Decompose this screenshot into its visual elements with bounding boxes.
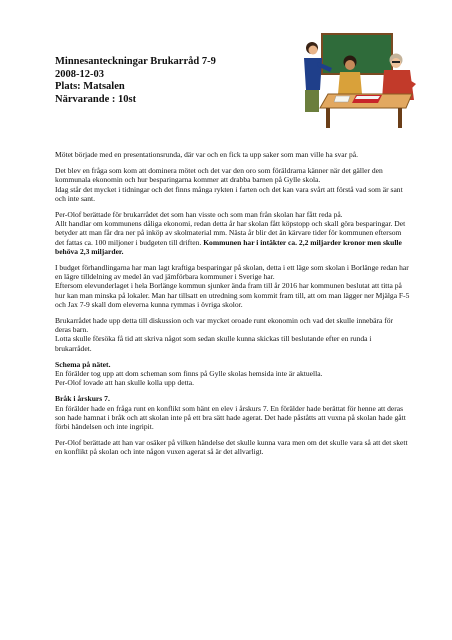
- paragraph-budget-negotiation: I budget förhandlingarna har man lagt kraftiga besparingar på skolan, detta i ett läge som skolan i Borlänge redan har en lägre tilldelning av medel än vad jämförbara kommuner i Sverige har.: [55, 263, 409, 282]
- paragraph-intro: Mötet började med en presentationsrunda, där var och en fick ta upp saker som man ville ha svar på.: [55, 150, 359, 159]
- paragraph-school-closures: Eftersom elevunderlaget i hela Borlänge kommun sjunker ända fram till år 2016 har kommunen beslutat att titta på hur kan man minska på lokaler. Man har tillsatt en utredning som kommit fram till, att om man lägger ner Mjälga F-5 och Jax 7-9 skall dom eleverna kunna rymmas i övriga skolor.: [55, 281, 410, 309]
- heading-conflict: Bråk i årskurs 7.: [55, 394, 110, 404]
- paragraph-schedule-followup: Per-Olof lovade att han skulle kolla upp detta.: [55, 378, 195, 388]
- meeting-date: 2008-12-03: [55, 68, 104, 80]
- paragraph-budget: [55, 219, 410, 256]
- paragraph-per-olof-info: Per-Olof berättade för brukarrådet det som han visste och som man från skolan har fått reda på.: [55, 210, 343, 220]
- document-title: Minnesanteckningar Brukarråd 7-9: [55, 56, 216, 67]
- paragraph-conflict: En förälder hade en fråga runt en konflikt som hänt en elev i årskurs 7. En förälder hade berättat för henne att deras son hade hamnat i bråk och att skolan inte på ett bra sätt hade agerat. Det hade påståtts att vuxna på skolan hade gått förbi händelsen och inte ingripit.: [55, 403, 406, 432]
- minutes-body: [55, 150, 410, 464]
- paragraph-economy-concern: Det blev en fråga som kom att dominera mötet och det var den oro som föräldrarna känner när det gäller den kommunala ekonomin och hur besparingarna kommer att drabba barnen på Gylle skola.: [55, 166, 383, 185]
- classroom-meeting-illustration: [300, 28, 422, 136]
- paragraph-conflict-response: Per-Olof berättade att han var osäker på vilken händelse det skulle kunna vara men om det skulle vara så att det skett en konflikt på skolan och inte någon vuxen agerat så är det allvarligt.: [55, 438, 408, 457]
- document-header: [55, 56, 216, 106]
- meeting-place: Plats: Matsalen: [55, 81, 125, 92]
- paragraph-schedule-issue: En förälder tog upp att dom scheman som finns på Gylle skolas hemsida inte är aktuella.: [55, 369, 323, 379]
- budget-highlight: Kommunen har i intäkter ca. 2,2 miljarder kronor men skulle behöva 2,3 miljarder.: [55, 237, 402, 256]
- heading-schedule: Schema på nätet.: [55, 359, 111, 369]
- paragraph-rumors: Idag står det mycket i tidningar och det finns många rykten i farten och det kan vara svårt att förstå vad som är sant och inte sant.: [55, 184, 403, 203]
- paragraph-council-discussion: Brukarrådet hade upp detta till diskussion och var mycket oroade runt ekonomin och vad det skulle innebära för deras barn.: [55, 316, 394, 335]
- paragraph-lotta: Lotta skulle försöka få tid att skriva något som sedan skulle kunna skickas till beslutande efter en runda i brukarrådet.: [55, 334, 372, 353]
- budget-text: Allt handlar om kommunens dåliga ekonomi, redan detta år har skolan fått köpstopp och skall göra besparingar. Det betyder att man får dra ner på inköp av skolmaterial mm. Nästa år blir det än kärvare tider för kommunen eftersom det fattas ca. 100 miljoner i budgeten till driften.: [55, 219, 406, 247]
- attendee-count: Närvarande : 10st: [55, 93, 137, 105]
